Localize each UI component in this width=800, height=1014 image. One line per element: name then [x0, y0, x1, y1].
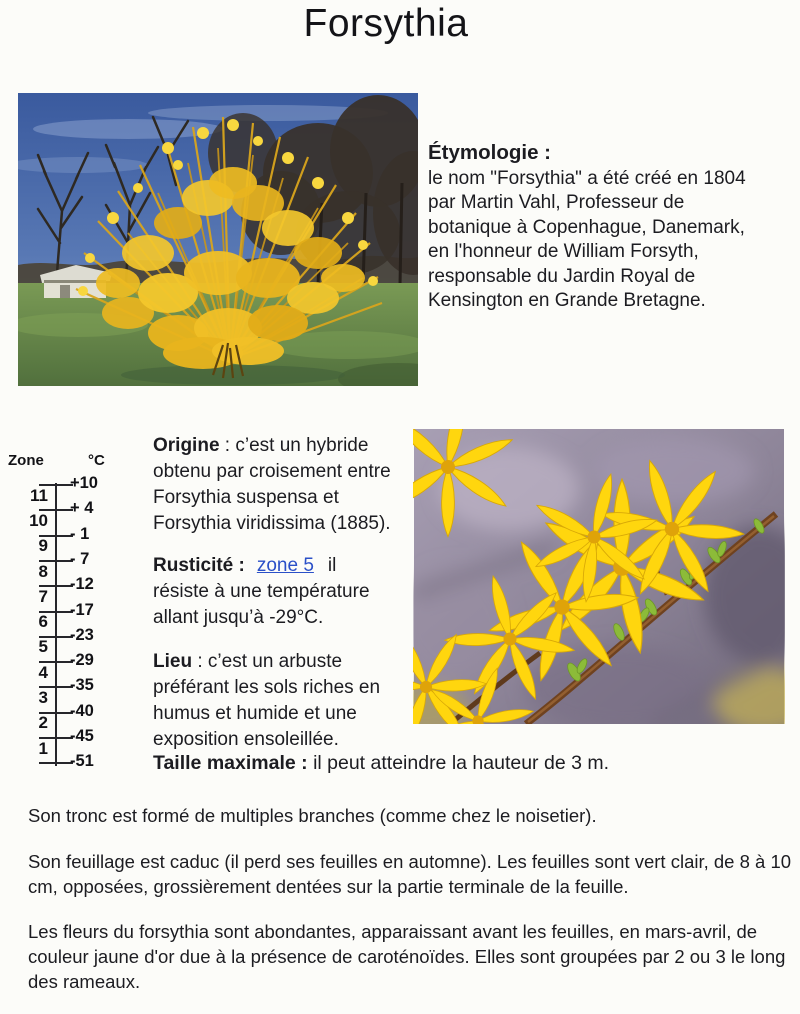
flower-closeup-photo — [413, 429, 785, 724]
hardiness-text: il résiste à une température allant jusqu’à -29°C. — [153, 555, 370, 628]
origin-section: Origine : c’est un hybride obtenu par croisement entre Forsythia suspensa et Forsythia viridissima (1885). — [153, 435, 391, 534]
zone-scale-ladder — [6, 474, 118, 778]
zone-scale-zone-label: 1 — [38, 738, 48, 758]
origin-text: c’est un hybride obtenu par croisement entre Forsythia suspensa et Forsythia viridissima (1885). — [153, 435, 391, 534]
max-size-label: Taille maximale : — [153, 752, 308, 774]
etymology-body: le nom "Forsythia" a été créé en 1804 par Martin Vahl, Professeur de botanique à Copenhague, Danemark, en l'honneur de William Forsyth, responsable du Jardin Royal de Kensington en Grande Bretagne. — [428, 167, 746, 311]
zone-scale-zone-label: 10 — [29, 510, 48, 530]
zone-scale-zone-label: 9 — [38, 536, 48, 556]
zone-scale-zone-label: 11 — [30, 485, 48, 505]
location-section: Lieu : c’est un arbuste préférant les sols riches en humus et humide et une exposition ensoleillée. — [153, 651, 381, 750]
location-text: c’est un arbuste préférant les sols riches en humus et humide et une exposition ensoleillée. — [153, 651, 381, 750]
zone-scale-zone-label: 6 — [38, 612, 48, 632]
hardiness-zone-scale — [6, 452, 118, 782]
zone-scale-temp-label: -35 — [70, 676, 94, 695]
zone-scale-temp-label: - 7 — [70, 549, 90, 568]
zone-scale-temp-label: -51 — [70, 752, 94, 771]
description-column — [153, 433, 423, 753]
zone-scale-axis-line — [55, 483, 57, 766]
zone-scale-tick — [39, 762, 73, 764]
zone-scale-temp-label: -17 — [70, 600, 94, 619]
zone-scale-temp-label: - 1 — [70, 524, 90, 543]
foliage-paragraph: Son feuillage est caduc (il perd ses feuilles en automne). Les feuilles sont vert clair, de 8 à 10 cm, opposées, grossièrement dentées sur la partie terminale de la feuille. — [28, 851, 792, 897]
zone-scale-zone-label: 3 — [38, 688, 48, 708]
page-title: Forsythia — [303, 2, 469, 45]
zone-scale-header-zone: Zone — [8, 452, 44, 469]
zone5-link[interactable]: zone 5 — [256, 555, 314, 576]
flowers-paragraph: Les fleurs du forsythia sont abondantes, apparaissant avant les feuilles, en mars-avril, de couleur jaune d'or due à la présence de caroténoïdes. Elles sont groupées par 2 ou 3 le long des rameaux. — [28, 921, 786, 992]
origin-label: Origine — [153, 435, 220, 456]
zone-scale-temp-label: -23 — [70, 625, 94, 644]
bush-photo — [18, 93, 418, 386]
location-label: Lieu — [153, 651, 193, 672]
zone-scale-temp-label: -12 — [70, 575, 94, 594]
hardiness-label: Rusticité : — [153, 555, 245, 576]
hardiness-section — [153, 553, 390, 631]
etymology-section — [428, 141, 768, 314]
zone-scale-zone-label: 7 — [38, 586, 48, 606]
max-size-section — [153, 752, 798, 775]
zone-scale-temp-label: -45 — [70, 727, 94, 745]
max-size-text: il peut atteindre la hauteur de 3 m. — [313, 752, 609, 774]
etymology-heading: Étymologie : — [428, 141, 552, 164]
zone-scale-zone-label: 4 — [38, 662, 48, 682]
zone-scale-zone-label: 2 — [38, 713, 48, 733]
zone-scale-zone-label: 5 — [38, 637, 48, 657]
trunk-paragraph: Son tronc est formé de multiples branches (comme chez le noisetier). — [28, 805, 597, 826]
zone-scale-zone-label: 8 — [38, 561, 48, 581]
zone-scale-temp-label: -40 — [70, 701, 94, 720]
zone-scale-temp-label: -29 — [70, 651, 94, 670]
zone-scale-temp-label: + 4 — [70, 499, 94, 518]
zone-scale-temp-label: +10 — [70, 474, 98, 492]
zone-scale-header-unit: °C — [88, 452, 105, 469]
